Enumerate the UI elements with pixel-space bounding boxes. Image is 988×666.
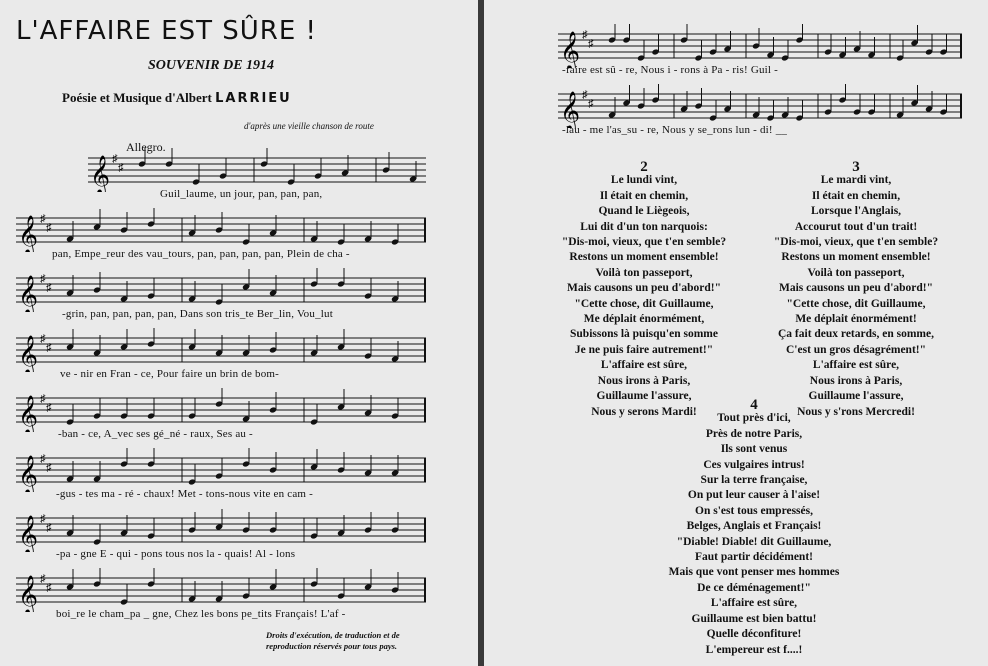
verse-line: "Cette chose, dit Guillaume, <box>786 297 926 310</box>
music-system <box>16 208 426 260</box>
rights-line: reproduction réservés pour tous pays. <box>266 641 398 651</box>
verse-line: L'affaire est sûre, <box>710 597 798 610</box>
verse-line: Je ne puis faire autrement!" <box>574 343 714 356</box>
rights-notice <box>266 630 400 652</box>
verse-line: Subissons là puisqu'en somme <box>570 328 718 341</box>
verse-line: Belges, Anglais et Français! <box>686 520 822 533</box>
stanza-number: 2 <box>640 159 648 175</box>
music-system <box>16 388 426 440</box>
verse-line: Faut partir décidément! <box>695 551 813 564</box>
treble-clef-icon: 𝄞 <box>18 515 39 552</box>
stanza-2 <box>544 160 744 420</box>
verse-line: L'affaire est sûre, <box>812 359 900 372</box>
sharp-icon: ♯ <box>582 29 588 41</box>
verse-line: On s'est tous empressés, <box>695 504 813 517</box>
verse-line: Voilà ton passeport, <box>807 266 905 279</box>
stanza-3 <box>746 160 966 420</box>
treble-clef-icon: 𝄞 <box>560 91 581 128</box>
source-note: d'après une vieille chanson de route <box>244 121 374 131</box>
verse-line: Restons un moment ensemble! <box>569 251 719 264</box>
sharp-icon: ♯ <box>46 342 52 354</box>
sharp-icon: ♯ <box>40 453 46 465</box>
verse-line: Ces vulgaires intrus! <box>703 458 805 471</box>
verse-line: Il était en chemin, <box>811 189 901 202</box>
verse-line: On put leur causer à l'aise! <box>687 489 821 502</box>
treble-clef-icon: 𝄞 <box>18 335 39 372</box>
verse-line: Lui dit d'un ton narquois: <box>580 220 708 233</box>
treble-clef-icon: 𝄞 <box>18 575 39 612</box>
music-system <box>16 508 426 560</box>
sharp-icon: ♯ <box>112 153 118 165</box>
treble-clef-icon: 𝄞 <box>18 215 39 252</box>
music-system <box>16 448 426 500</box>
treble-clef-icon: 𝄞 <box>18 455 39 492</box>
verse-line: Le mardi vint, <box>820 174 892 187</box>
lyric-line: pan, Empe_reur des vau_tours, pan, pan, pan, pan, Plein de cha - <box>52 248 350 260</box>
verse-line: Mais causons un peu d'abord!" <box>566 282 721 295</box>
sharp-icon: ♯ <box>40 213 46 225</box>
lyric-line: -faire est sû - re, Nous i - rons à Pa - ris! Guil - <box>562 64 778 76</box>
sharp-icon: ♯ <box>40 333 46 345</box>
verse-line: Nous y s'rons Mercredi! <box>797 405 915 418</box>
verse-line: Lorsque l'Anglais, <box>810 205 902 218</box>
music-staff <box>16 568 426 612</box>
rights-line: Droits d'exécution, de traduction et de <box>266 630 400 640</box>
sharp-icon: ♯ <box>40 273 46 285</box>
sharp-icon: ♯ <box>588 98 594 110</box>
verse-line: Ça fait deux retards, en somme, <box>778 328 934 341</box>
music-staff <box>16 508 426 552</box>
lyric-line: -ban - ce, A_vec ses gé_né - raux, Ses au - <box>58 428 253 440</box>
sharp-icon: ♯ <box>46 582 52 594</box>
verse-line: "Diable! Diable! dit Guillaume, <box>676 535 832 548</box>
sharp-icon: ♯ <box>118 162 124 174</box>
sharp-icon: ♯ <box>46 222 52 234</box>
verse-line: "Cette chose, dit Guillaume, <box>574 297 714 310</box>
music-system <box>88 148 426 200</box>
sharp-icon: ♯ <box>46 402 52 414</box>
lyric-line: -grin, pan, pan, pan, pan, Dans son tris_te Ber_lin, Vou_lut <box>62 308 333 320</box>
credit-prefix: Poésie et Musique d'Albert <box>62 90 216 105</box>
stanza-number: 3 <box>852 159 860 175</box>
verse-line: Accourut tout d'un trait! <box>794 220 918 233</box>
author-name: LARRIEU <box>215 91 292 106</box>
lyric-line: -lau - me l'as_su - re, Nous y se_rons lun - di! __ <box>562 124 788 136</box>
author-credit <box>62 90 292 106</box>
sharp-icon: ♯ <box>46 522 52 534</box>
song-title: L'AFFAIRE EST SÛRE ! <box>16 16 317 46</box>
music-system <box>16 328 426 380</box>
verse-line: Quelle déconfiture! <box>706 628 802 641</box>
treble-clef-icon: 𝄞 <box>18 395 39 432</box>
verse-line: Tout près d'ici, <box>717 412 791 425</box>
verse-line: Mais que vont penser mes hommes <box>668 566 840 579</box>
music-system <box>16 568 426 620</box>
verse-line: Me déplait énormément! <box>795 313 917 326</box>
treble-clef-icon: 𝄞 <box>90 155 111 192</box>
music-staff <box>558 24 962 68</box>
verse-line: Me déplait énormément, <box>583 313 705 326</box>
right-page <box>484 0 988 666</box>
verse-line: L'empereur est f....! <box>705 643 803 656</box>
stanza-4 <box>644 398 864 658</box>
lyric-line: Guil_laume, un jour, pan, pan, pan, <box>160 188 323 200</box>
music-system <box>16 268 426 320</box>
song-subtitle: SOUVENIR DE 1914 <box>148 58 275 73</box>
sharp-icon: ♯ <box>40 513 46 525</box>
lyric-line: boi_re le cham_pa _ gne, Chez les bons pe_tits Français! L'af - <box>56 608 346 620</box>
music-staff <box>16 328 426 372</box>
verse-line: "Dis-moi, vieux, que t'en semble? <box>773 236 939 249</box>
lyric-line: -gus - tes ma - ré - chaux! Met - tons-nous vite en cam - <box>56 488 313 500</box>
music-staff <box>88 148 426 192</box>
music-staff <box>16 268 426 312</box>
music-staff <box>16 208 426 252</box>
treble-clef-icon: 𝄞 <box>560 31 581 68</box>
lyric-line: -pa - gne E - qui - pons tous nos la - quais! Al - lons <box>56 548 296 560</box>
sharp-icon: ♯ <box>588 38 594 50</box>
tempo-marking: Allegro. <box>126 140 166 154</box>
verse-line: Voilà ton passeport, <box>595 266 693 279</box>
verse-line: "Dis-moi, vieux, que t'en semble? <box>561 236 727 249</box>
verse-line: Ils sont venus <box>720 443 788 456</box>
verse-line: Guillaume l'assure, <box>808 390 904 403</box>
sharp-icon: ♯ <box>40 393 46 405</box>
verse-line: L'affaire est sûre, <box>600 359 688 372</box>
lyric-line: ve - nir en Fran - ce, Pour faire un brin de bom- <box>60 368 280 380</box>
sharp-icon: ♯ <box>40 573 46 585</box>
verse-line: Le lundi vint, <box>610 174 678 187</box>
verse-line: Mais causons un peu d'abord!" <box>778 282 933 295</box>
verse-line: Sur la terre française, <box>700 474 808 487</box>
music-system <box>558 24 962 76</box>
verse-line: Nous y serons Mardi! <box>591 405 697 418</box>
treble-clef-icon: 𝄞 <box>18 275 39 312</box>
verse-line: Nous irons à Paris, <box>809 374 903 387</box>
music-staff <box>558 84 962 128</box>
sharp-icon: ♯ <box>582 89 588 101</box>
verse-line: Quand le Liègeois, <box>598 205 690 218</box>
verse-line: C'est un gros désagrément!" <box>785 343 926 356</box>
music-system <box>558 84 962 136</box>
verse-line: De ce déménagement!" <box>697 581 811 594</box>
verse-line: Guillaume l'assure, <box>596 390 692 403</box>
music-staff <box>16 448 426 492</box>
stanza-number: 4 <box>750 397 758 413</box>
sharp-icon: ♯ <box>46 282 52 294</box>
verse-line: Restons un moment ensemble! <box>781 251 931 264</box>
sharp-icon: ♯ <box>46 462 52 474</box>
verse-line: Guillaume est bien battu! <box>691 612 817 625</box>
verse-line: Nous irons à Paris, <box>597 374 691 387</box>
verse-line: Près de notre Paris, <box>705 427 803 440</box>
music-staff <box>16 388 426 432</box>
verse-line: Il était en chemin, <box>599 189 689 202</box>
left-page <box>0 0 478 666</box>
